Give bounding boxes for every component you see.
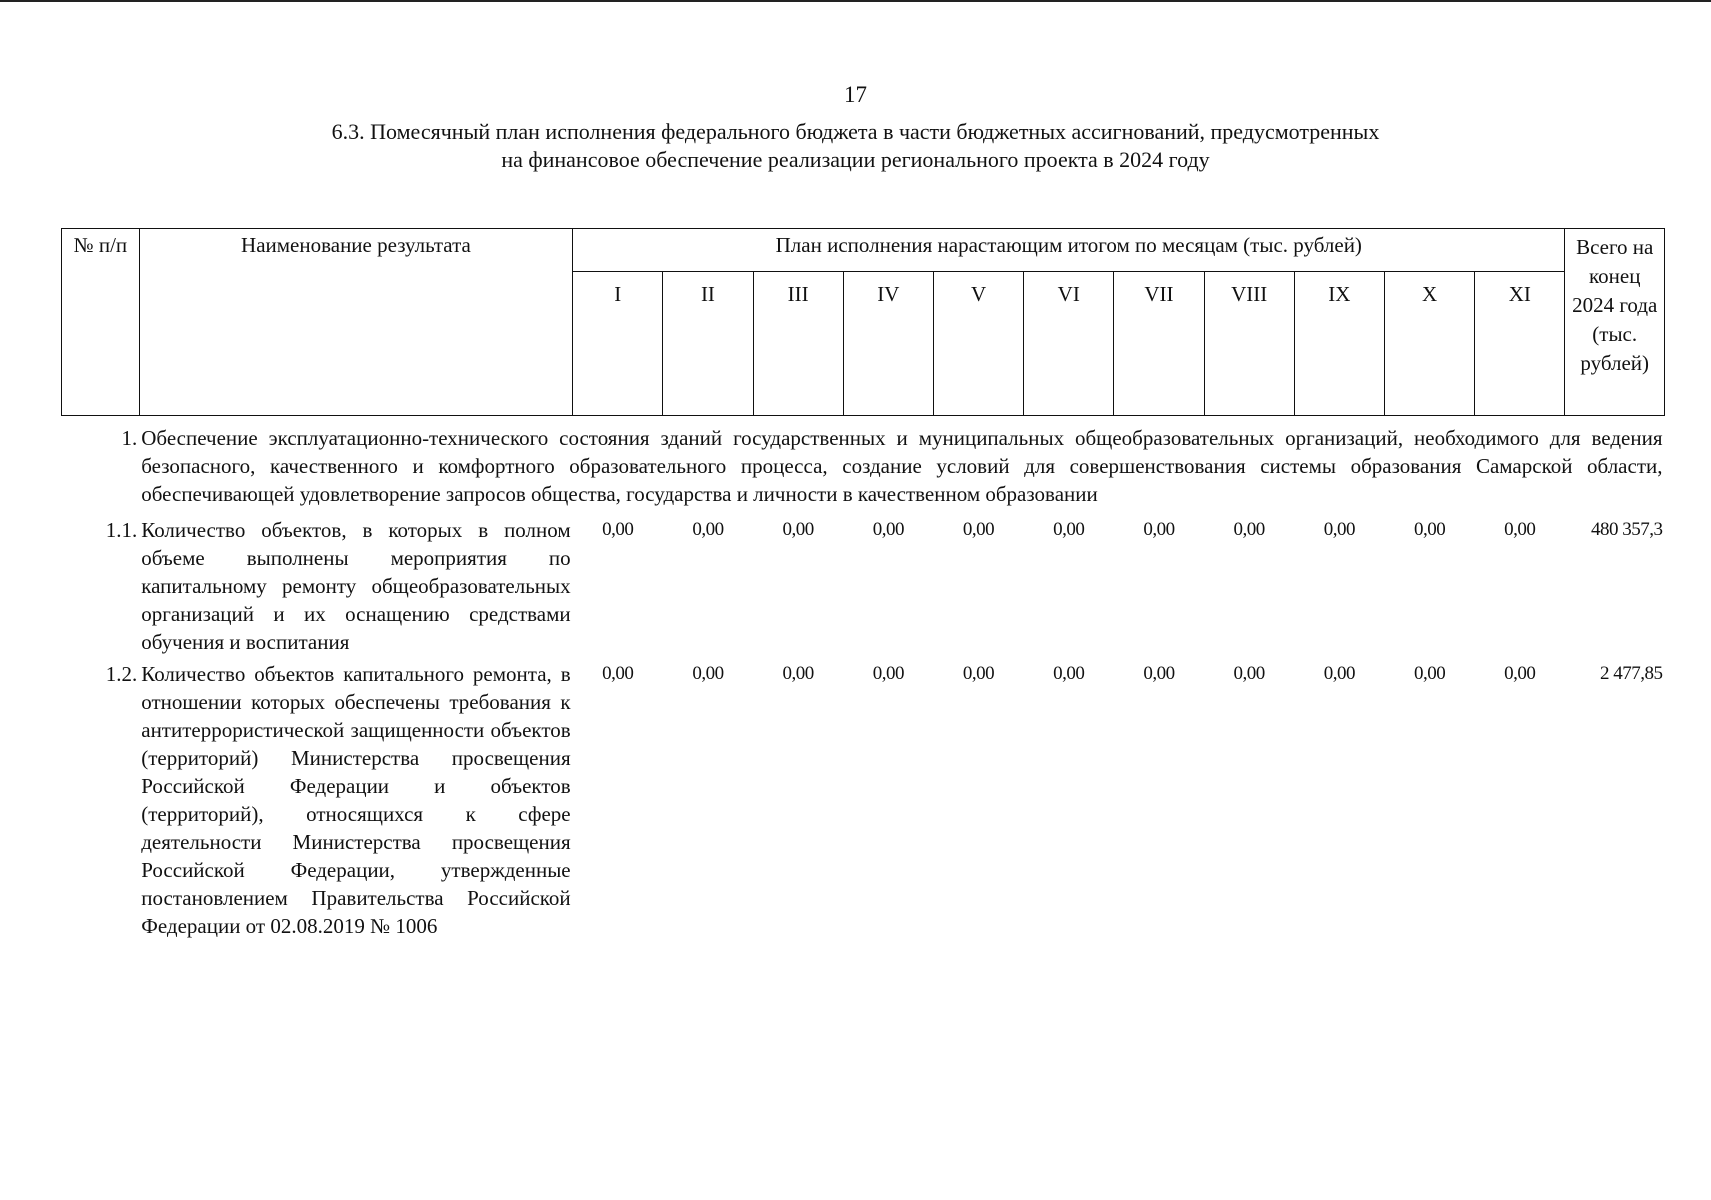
- header-month-4: IV: [843, 272, 933, 416]
- header-number: № п/п: [62, 229, 140, 416]
- row-value-month-5: 0,00: [962, 519, 995, 540]
- row-value-month-11: 0,00: [1504, 519, 1536, 540]
- row-value-month-3: 0,00: [782, 663, 814, 684]
- row-value-month-4: 0,00: [872, 663, 904, 684]
- row-value-month-5: 0,00: [962, 663, 995, 684]
- row-value-month-10: 0,00: [1413, 519, 1446, 540]
- header-month-1: I: [573, 272, 663, 416]
- section-number: 1.: [121, 426, 138, 450]
- title-line-1: 6.3. Помесячный план исполнения федерального бюджета в части бюджетных ассигнований, предусмотренных: [331, 119, 1380, 144]
- table-row: [62, 658, 1665, 942]
- row-value-month-9: 0,00: [1323, 663, 1355, 684]
- row-value-month-1: 0,00: [602, 519, 634, 540]
- header-month-8: VIII: [1204, 272, 1294, 416]
- section-text: Обеспечение эксплуатационно-технического состояния зданий государственных и муниципальных общеобразовательных организаций, необходимого для ведения безопасного, качественного и комфортного образовательного процесса, создание условий для совершенствования системы образования Самарской области, обеспечивающей удовлетворение запросов общества, государства и личности в качественном образовании: [141, 426, 1663, 506]
- row-result-name: Количество объектов капитального ремонта, в отношении которых обеспечены требования к антитеррористической защищенности объектов (территорий) Министерства просвещения Российской Федерации и объектов (территорий), относящихся к сфере деятельности Министерства просвещения Российской Федерации, утвержденные постановлением Правительства Российской Федерации от 02.08.2019 № 1006: [141, 662, 571, 938]
- header-month-3: III: [753, 272, 843, 416]
- header-plan: План исполнения нарастающим итогом по месяцам (тыс. рублей): [573, 229, 1565, 272]
- row-value-month-2: 0,00: [692, 519, 724, 540]
- row-value-month-11: 0,00: [1504, 663, 1536, 684]
- section-row: [62, 416, 1665, 511]
- row-value-month-9: 0,00: [1323, 519, 1355, 540]
- row-value-month-10: 0,00: [1413, 663, 1446, 684]
- table-row: [62, 510, 1665, 658]
- row-value-month-6: 0,00: [1053, 519, 1085, 540]
- row-value-month-8: 0,00: [1233, 519, 1265, 540]
- header-month-10: X: [1384, 272, 1474, 416]
- page-number: 17: [844, 82, 867, 107]
- title-line-2: на финансовое обеспечение реализации регионального проекта в 2024 году: [501, 147, 1210, 172]
- row-number: 1.2.: [105, 662, 138, 686]
- row-value-month-8: 0,00: [1233, 663, 1265, 684]
- row-value-month-1: 0,00: [602, 663, 634, 684]
- row-value-month-6: 0,00: [1053, 663, 1085, 684]
- header-month-11: XI: [1475, 272, 1565, 416]
- page-title: [0, 118, 1711, 174]
- header-month-6: VI: [1024, 272, 1114, 416]
- row-value-month-4: 0,00: [872, 519, 904, 540]
- row-total: 480 357,3: [1591, 519, 1663, 540]
- header-month-5: V: [933, 272, 1023, 416]
- row-number: 1.1.: [105, 518, 138, 542]
- header-result-name: Наименование результата: [139, 229, 572, 416]
- row-value-month-7: 0,00: [1143, 519, 1175, 540]
- header-month-7: VII: [1114, 272, 1204, 416]
- header-month-2: II: [663, 272, 753, 416]
- row-value-month-3: 0,00: [782, 519, 814, 540]
- header-total: Всего на конец 2024 года (тыс. рублей): [1565, 229, 1665, 416]
- header-month-9: IX: [1294, 272, 1384, 416]
- top-border-line: [0, 0, 1711, 2]
- row-total: 2 477,85: [1600, 663, 1663, 684]
- budget-plan-table: [61, 228, 1665, 942]
- row-result-name: Количество объектов, в которых в полном объеме выполнены мероприятия по капитальному ремонту общеобразовательных организаций и их оснащению средствами обучения и воспитания: [141, 518, 571, 654]
- row-value-month-7: 0,00: [1143, 663, 1175, 684]
- row-value-month-2: 0,00: [692, 663, 724, 684]
